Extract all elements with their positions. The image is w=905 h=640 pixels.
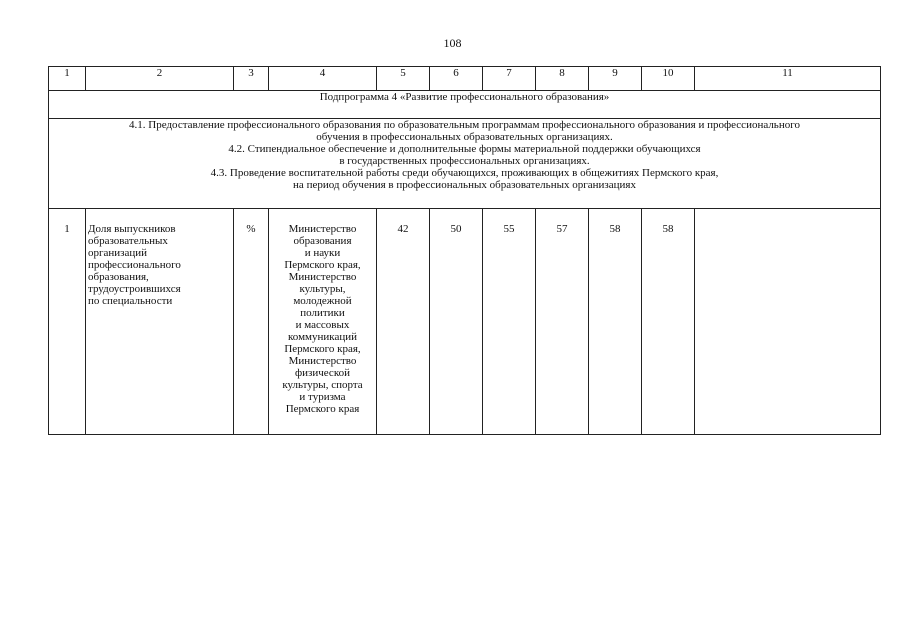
indicator-line: Доля выпускников <box>88 223 176 235</box>
value-cell: 55 <box>483 209 536 435</box>
task-line: в государственных профессиональных организациях. <box>339 155 590 167</box>
unit-cell: % <box>234 209 269 435</box>
responsible-executor <box>269 209 377 435</box>
column-number-row <box>49 67 881 91</box>
task-line: 4.2. Стипендиальное обеспечение и дополнительные формы материальной поддержки обучающихся <box>228 143 701 155</box>
subprogram-row <box>49 91 881 119</box>
responsible-line: Министерство <box>288 223 357 235</box>
subprogram-title: Подпрограмма 4 «Развитие профессионального образования» <box>49 91 881 119</box>
responsible-line: и туризма <box>299 391 346 403</box>
value-cell: 58 <box>642 209 695 435</box>
responsible-line: и массовых <box>295 319 350 331</box>
column-header: 9 <box>589 67 642 91</box>
responsible-line: культуры, спорта <box>282 379 363 391</box>
task-line: 4.1. Предоставление профессионального образования по образовательным программам профессионального образования и профессионального <box>129 119 800 131</box>
column-header: 5 <box>377 67 430 91</box>
column-header: 7 <box>483 67 536 91</box>
responsible-line: культуры, <box>299 283 346 295</box>
responsible-line: политики <box>300 307 345 319</box>
responsible-line: молодежной <box>293 295 352 307</box>
column-header: 1 <box>49 67 86 91</box>
column-11-cell <box>695 209 881 435</box>
column-header: 11 <box>695 67 881 91</box>
responsible-line: и науки <box>304 247 341 259</box>
indicator-line: по специальности <box>88 295 173 307</box>
indicator-line: образования, <box>88 271 149 283</box>
value-cell: 50 <box>430 209 483 435</box>
responsible-line: образования <box>293 235 352 247</box>
responsible-line: Министерство <box>288 355 357 367</box>
responsible-line: Министерство <box>288 271 357 283</box>
column-header: 4 <box>269 67 377 91</box>
indicator-line: трудоустроившихся <box>88 283 181 295</box>
indicator-line: организаций <box>88 247 148 259</box>
value-cell: 42 <box>377 209 430 435</box>
task-line: 4.3. Проведение воспитательной работы среди обучающихся, проживающих в общежитиях Пермского края, <box>210 167 719 179</box>
page-number: 108 <box>443 36 462 50</box>
column-header: 8 <box>536 67 589 91</box>
column-header: 10 <box>642 67 695 91</box>
responsible-line: Пермского края <box>285 403 360 415</box>
value-cell: 57 <box>536 209 589 435</box>
tasks-row <box>49 119 881 209</box>
indicator-line: образовательных <box>88 235 168 247</box>
table-row <box>49 209 881 435</box>
subprogram-table <box>48 66 881 435</box>
responsible-line: физической <box>295 367 350 379</box>
value-cell: 58 <box>589 209 642 435</box>
responsible-line: Пермского края, <box>284 259 361 271</box>
task-line: обучения в профессиональных образовательных организациях. <box>316 131 613 143</box>
task-4-2 <box>49 143 880 167</box>
task-4-3 <box>49 167 880 191</box>
row-number: 1 <box>49 209 86 435</box>
task-4-1 <box>49 119 880 143</box>
indicator-name <box>86 209 234 435</box>
tasks-cell <box>49 119 881 209</box>
responsible-line: Пермского края, <box>284 343 361 355</box>
column-header: 3 <box>234 67 269 91</box>
indicator-line: профессионального <box>88 259 181 271</box>
column-header: 2 <box>86 67 234 91</box>
responsible-line: коммуникаций <box>288 331 357 343</box>
column-header: 6 <box>430 67 483 91</box>
task-line: на период обучения в профессиональных образовательных организациях <box>293 179 636 191</box>
